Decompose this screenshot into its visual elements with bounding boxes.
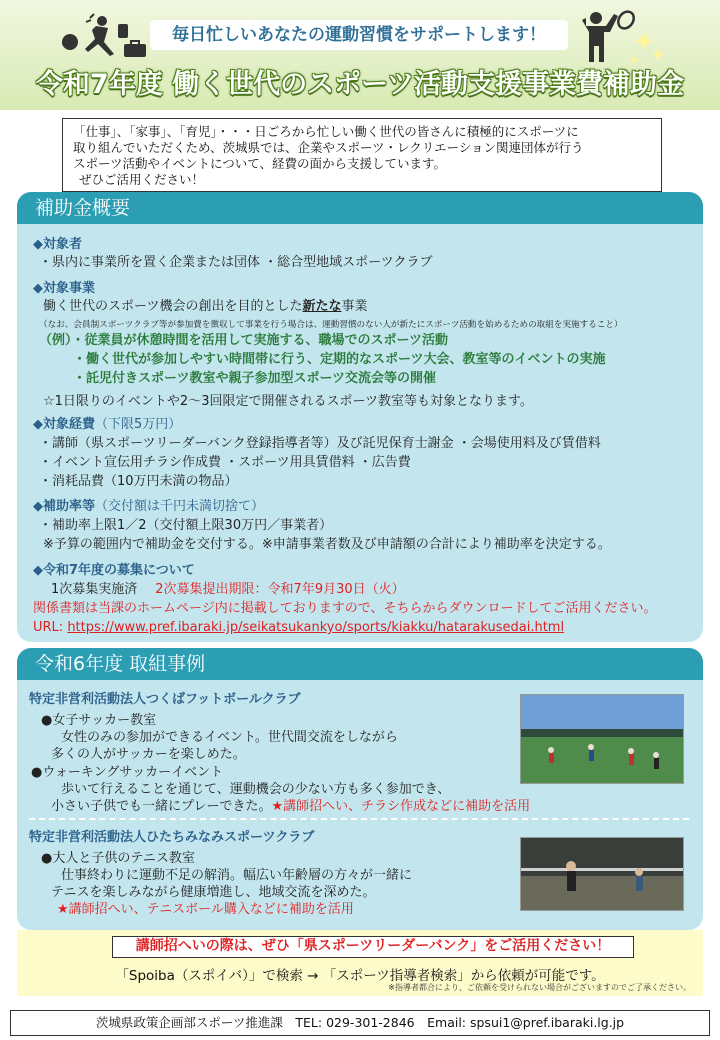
soccer-photo-image [521,695,684,784]
intro-line: ぜひご活用ください！ [79,172,205,187]
url-label: URL: [33,620,68,635]
target-line: ・県内に事業所を置く企業または団体 ・総合型地域スポーツクラブ [39,255,433,270]
page-title: 令和7年度 働く世代のスポーツ活動支援事業費補助金 [35,69,685,100]
url-row [33,619,564,636]
project-heading: ◆対象事業 [33,281,95,296]
recruit-first: 1次募集実施済 [51,582,138,597]
intro-line: 取り組んでいただくため、茨城県では、企業やスポーツ・レクリエーション関連団体が行う [73,140,584,155]
project-line-pre: 働く世代のスポーツ機会の創出を目的とした [43,299,303,314]
runner-illustration [58,12,150,58]
tagline: 毎日忙しいあなたの運動習慣をサポートします！ [150,20,568,50]
expense-heading-row [33,416,181,433]
example-3: ・託児付きスポーツ教室や親子参加型スポーツ交流会等の開催 [73,371,436,386]
c1-item2-l2-row [51,798,530,815]
expense-1: ・講師（県スポーツリーダーバンク登録指導者等）及び託児保育士謝金 ・会場使用料及び賃借料 [39,436,601,451]
star-note: ☆1日限りのイベントや2～3回限定で開催されるスポーツ教室等も対象となります。 [43,394,533,409]
project-line [43,298,368,315]
c1-support: ★講師招へい、チラシ作成などに補助を活用 [271,799,531,814]
example-2: ・働く世代が参加しやすい時間帯に行う、定期的なスポーツ大会、教室等のイベントの実施 [73,352,606,367]
intro-line: 「仕事」、「家事」、「育児」・・・日ごろから忙しい働く世代の皆さんに積極的にスポーツに [73,124,579,139]
instructor-availability-note: ※指導者都合により、ご依頼を受けられない場合がございますのでご了承ください。 [388,983,691,992]
club1-name: 特定非営利活動法人つくばフットボールクラブ [29,692,301,707]
expense-3: ・消耗品費（10万円未満の物品） [39,474,238,489]
contact-footer: 茨城県政策企画部スポーツ推進課 TEL: 029-301-2846 Email: spsui1@pref.ibaraki.lg.jp [10,1010,710,1036]
overview-heading: 補助金概要 [17,192,703,224]
rate-heading: ◆補助率等 [33,499,95,514]
recruit-second: 2次募集提出期限：令和7年9月30日（火） [155,582,405,597]
rate-2: ※予算の範囲内で補助金を交付する。※申請事業者数及び申請額の合計により補助率を決定する。 [43,537,611,552]
tennis-photo [520,837,684,911]
target-heading: ◆対象者 [33,237,82,252]
club2-name: 特定非営利活動法人ひたちみなみスポーツクラブ [29,830,315,845]
header-banner [0,0,720,110]
rate-sub: （交付額は千円未満切捨て） [95,499,265,514]
c1-item2-l2: 小さい子供でも一緒にプレーできた。 [51,799,272,814]
expense-heading: ◆対象経費 [33,417,95,432]
example-1: （例）・従業員が休憩時間を活用して実施する、職場でのスポーツ活動 [39,333,448,348]
cases-heading: 令和6年度 取組事例 [17,648,703,680]
download-url-link[interactable]: https://www.pref.ibaraki.jp/seikatsukankyo/sports/kiakku/hatarakusedai.html [67,620,565,635]
overview-panel [17,192,703,642]
project-line-post: 事業 [341,299,368,314]
expense-2: ・イベント宣伝用チラシ作成費 ・スポーツ用具賃借料 ・広告費 [39,455,411,470]
download-note: 関係書類は当課のホームページ内に掲載しておりますので、そちらからダウンロードしてご活用ください。 [33,601,657,616]
c1-item1: ●女子サッカー教室 [41,713,157,728]
c1-item1-l1: 女性のみの参加ができるイベント。世代間交流をしながら [61,730,398,745]
tennis-player-illustration [574,8,666,66]
c1-item1-l2: 多くの人がサッカーを楽しめた。 [51,747,246,762]
expense-limit: （下限5万円） [95,417,182,432]
rate-1: ・補助率上限1／2（交付額上限30万円／事業者） [39,518,333,533]
c1-item2: ●ウォーキングサッカーイベント [31,765,224,780]
c2-item1: ●大人と子供のテニス教室 [41,851,195,866]
tennis-photo-image [521,838,684,911]
c1-item2-l1: 歩いて行えることを通じて、運動機会の少ない方も多く参加でき、 [61,782,451,797]
leader-bank-box [17,930,703,996]
spoiba-search-note: 「Spoiba（スポイバ）」で検索 → 「スポーツ指導者検索」から依頼が可能です。 [115,968,605,984]
leader-bank-callout: 講師招へいの際は、ぜひ「県スポーツリーダーバンク」をご活用ください！ [112,936,634,958]
cases-panel [17,648,703,930]
intro-line: スポーツ活動やイベントについて、経費の面から支援しています。 [73,156,447,171]
recruit-heading: ◆令和7年度の募集について [33,563,195,578]
case-divider [29,818,689,820]
soccer-photo [520,694,684,784]
project-line-new: 新たな [302,299,342,314]
intro-box [62,118,662,192]
c2-item1-l1: 仕事終わりに運動不足の解消。幅広い年齢層の方々が一緒に [61,868,413,883]
c2-item1-l2: テニスを楽しみながら健康増進し、地域交流を深めた。 [51,885,376,900]
c2-support: ★講師招へい、テニスボール購入などに補助を活用 [57,902,354,917]
recruit-row [51,581,405,598]
project-note: （なお、会員制スポーツクラブ等が参加費を徴収して事業を行う場合は、運動習慣のない人が新たにスポーツ活動を始めるための取組を実施すること） [39,320,623,330]
rate-heading-row [33,498,264,515]
